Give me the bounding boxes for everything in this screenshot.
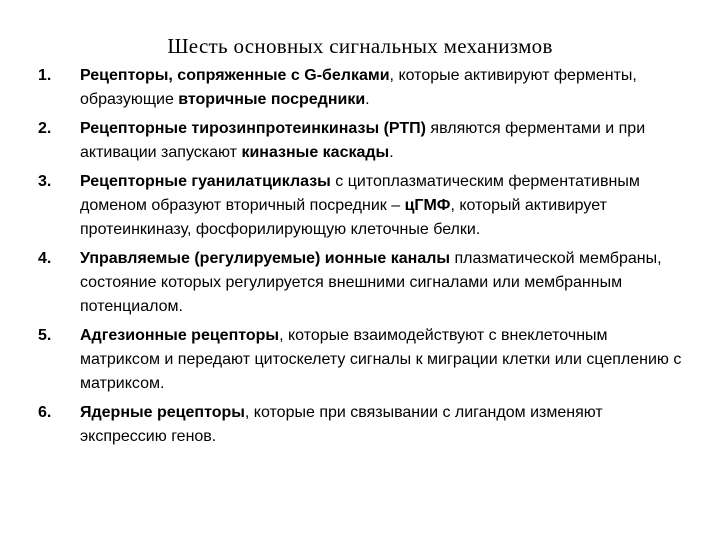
list-item-text	[80, 250, 662, 315]
list-item	[38, 64, 688, 112]
text-run: , который активирует протеинкиназу, фосфорилирующую клеточные белки.	[80, 197, 607, 238]
list-item-number: 2.	[38, 120, 52, 137]
text-run: являются ферментами и при активации запускают	[80, 120, 646, 161]
list-item	[38, 401, 688, 449]
list-item-number: 1.	[38, 67, 52, 84]
list-item-number: 3.	[38, 173, 52, 190]
list-item	[38, 117, 688, 165]
bold-term: Рецепторные тирозинпротеинкиназы (РТП)	[80, 120, 426, 137]
bold-term: Рецепторы, сопряженные с G-белками	[80, 67, 390, 84]
bold-term: цГМФ	[404, 197, 451, 214]
text-run: , которые взаимодействуют с внеклеточным матриксом и передают цитоскелету сигналы к миграции клетки или сцеплению с матриксом.	[80, 327, 682, 392]
list-item	[38, 170, 688, 242]
text-run: , которые при связывании с лигандом изменяют экспрессию генов.	[80, 404, 603, 445]
list-item	[38, 324, 688, 396]
bold-term: Управляемые (регулируемые) ионные каналы	[80, 250, 451, 267]
list-item-text	[80, 67, 637, 108]
slide-title: Шесть основных сигнальных механизмов	[167, 34, 553, 58]
bold-term: вторичные посредники	[178, 91, 366, 108]
bold-term: киназные каскады	[241, 144, 390, 161]
list-item-number: 4.	[38, 250, 52, 267]
text-run: , которые активируют ферменты, образующие	[80, 67, 637, 108]
list-item	[38, 247, 688, 319]
list-item-text	[80, 120, 645, 161]
bold-term: Адгезионные рецепторы	[80, 327, 280, 344]
bold-term: Ядерные рецепторы	[80, 404, 245, 421]
list-item-number: 6.	[38, 404, 52, 421]
bold-term: Рецепторные гуанилатциклазы	[80, 173, 331, 190]
list-item-text	[80, 327, 681, 392]
list-item-text	[80, 173, 640, 238]
mechanism-list	[38, 64, 688, 454]
list-item-text	[80, 404, 603, 445]
list-item-number: 5.	[38, 327, 52, 344]
text-run: с цитоплазматическим ферментативным доменом образуют вторичный посредник –	[80, 173, 640, 214]
text-run: .	[389, 144, 394, 161]
text-run: .	[365, 91, 370, 108]
text-run: плазматической мембраны, состояние которых регулируется внешними сигналами или мембранным потенциалом.	[80, 250, 662, 315]
